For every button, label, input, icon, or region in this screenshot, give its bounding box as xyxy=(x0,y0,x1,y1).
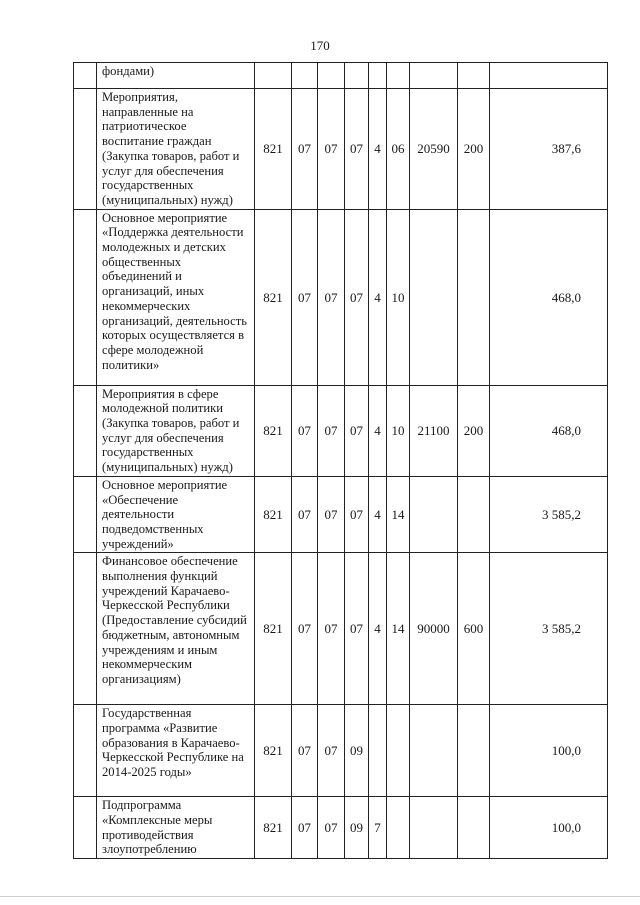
table-body xyxy=(74,63,608,859)
scan-bottom-edge xyxy=(0,896,640,897)
subsection-code: 07 xyxy=(318,553,345,705)
subprogram-code xyxy=(369,705,387,797)
activity-code: 10 xyxy=(387,385,410,476)
direction-code: 20590 xyxy=(410,89,458,210)
subprogram-code: 4 xyxy=(369,89,387,210)
subprogram-code: 4 xyxy=(369,476,387,553)
subsection-code xyxy=(318,63,345,89)
ministry-code xyxy=(255,63,292,89)
expense-type-code xyxy=(458,476,490,553)
direction-code xyxy=(410,705,458,797)
section-code: 07 xyxy=(292,553,318,705)
activity-code: 06 xyxy=(387,89,410,210)
ministry-code: 821 xyxy=(255,476,292,553)
program-code: 09 xyxy=(345,797,369,859)
activity-code: 14 xyxy=(387,553,410,705)
subprogram-code: 7 xyxy=(369,797,387,859)
amount-cell: 468,0 xyxy=(490,209,608,385)
blank-cell xyxy=(74,385,97,476)
row-name: Основное мероприятие «Обеспечение деятельности подведомственных учреждений» xyxy=(97,476,255,553)
table-row xyxy=(74,385,608,476)
ministry-code: 821 xyxy=(255,705,292,797)
subsection-code: 07 xyxy=(318,797,345,859)
page-number: 170 xyxy=(310,38,330,53)
ministry-code: 821 xyxy=(255,553,292,705)
amount-cell: 387,6 xyxy=(490,89,608,210)
subsection-code: 07 xyxy=(318,476,345,553)
row-name: Подпрограмма «Комплексные меры противодействия злоупотреблению xyxy=(97,797,255,859)
program-code: 07 xyxy=(345,553,369,705)
table-row xyxy=(74,797,608,859)
amount-cell xyxy=(490,63,608,89)
program-code: 07 xyxy=(345,209,369,385)
row-name: Мероприятия в сфере молодежной политики (Закупка товаров, работ и услуг для обеспечения государственных (муниципальных) нужд) xyxy=(97,385,255,476)
blank-cell xyxy=(74,89,97,210)
section-code: 07 xyxy=(292,797,318,859)
amount-cell: 3 585,2 xyxy=(490,476,608,553)
table-row xyxy=(74,553,608,705)
subprogram-code: 4 xyxy=(369,553,387,705)
table-row xyxy=(74,63,608,89)
program-code: 07 xyxy=(345,476,369,553)
direction-code xyxy=(410,797,458,859)
ministry-code: 821 xyxy=(255,385,292,476)
table-row xyxy=(74,209,608,385)
direction-code xyxy=(410,209,458,385)
section-code: 07 xyxy=(292,476,318,553)
direction-code xyxy=(410,63,458,89)
expense-type-code: 200 xyxy=(458,89,490,210)
direction-code: 21100 xyxy=(410,385,458,476)
subsection-code: 07 xyxy=(318,89,345,210)
row-name: Основное мероприятие «Поддержка деятельности молодежных и детских общественных объединений и организаций, иных некоммерческих организаций, деятельность которых осуществляется в сфере молодежной политики» xyxy=(97,209,255,385)
blank-cell xyxy=(74,209,97,385)
table-row xyxy=(74,89,608,210)
section-code xyxy=(292,63,318,89)
subprogram-code xyxy=(369,63,387,89)
activity-code xyxy=(387,63,410,89)
subprogram-code: 4 xyxy=(369,385,387,476)
program-code: 09 xyxy=(345,705,369,797)
section-code: 07 xyxy=(292,209,318,385)
table-row xyxy=(74,476,608,553)
subsection-code: 07 xyxy=(318,209,345,385)
direction-code xyxy=(410,476,458,553)
program-code: 07 xyxy=(345,385,369,476)
direction-code: 90000 xyxy=(410,553,458,705)
blank-cell xyxy=(74,705,97,797)
blank-cell xyxy=(74,63,97,89)
budget-table xyxy=(73,62,608,859)
activity-code xyxy=(387,705,410,797)
section-code: 07 xyxy=(292,385,318,476)
subsection-code: 07 xyxy=(318,705,345,797)
blank-cell xyxy=(74,797,97,859)
expense-type-code: 200 xyxy=(458,385,490,476)
activity-code: 10 xyxy=(387,209,410,385)
section-code: 07 xyxy=(292,705,318,797)
blank-cell xyxy=(74,553,97,705)
row-name: Мероприятия, направленные на патриотическое воспитание граждан (Закупка товаров, работ и услуг для обеспечения государственных (муниципальных) нужд) xyxy=(97,89,255,210)
amount-cell: 100,0 xyxy=(490,705,608,797)
activity-code: 14 xyxy=(387,476,410,553)
activity-code xyxy=(387,797,410,859)
expense-type-code xyxy=(458,209,490,385)
ministry-code: 821 xyxy=(255,797,292,859)
expense-type-code: 600 xyxy=(458,553,490,705)
amount-cell: 100,0 xyxy=(490,797,608,859)
amount-cell: 468,0 xyxy=(490,385,608,476)
subprogram-code: 4 xyxy=(369,209,387,385)
program-code xyxy=(345,63,369,89)
row-name: Государственная программа «Развитие образования в Карачаево-Черкесской Республике на 2014-2025 годы» xyxy=(97,705,255,797)
row-name: фондами) xyxy=(97,63,255,89)
table-row xyxy=(74,705,608,797)
expense-type-code xyxy=(458,705,490,797)
ministry-code: 821 xyxy=(255,89,292,210)
expense-type-code xyxy=(458,63,490,89)
row-name: Финансовое обеспечение выполнения функций учреждений Карачаево-Черкесской Республики (Предоставление субсидий бюджетным, автономным учреждениям и иным некоммерческим организациям) xyxy=(97,553,255,705)
ministry-code: 821 xyxy=(255,209,292,385)
blank-cell xyxy=(74,476,97,553)
amount-cell: 3 585,2 xyxy=(490,553,608,705)
subsection-code: 07 xyxy=(318,385,345,476)
section-code: 07 xyxy=(292,89,318,210)
program-code: 07 xyxy=(345,89,369,210)
expense-type-code xyxy=(458,797,490,859)
